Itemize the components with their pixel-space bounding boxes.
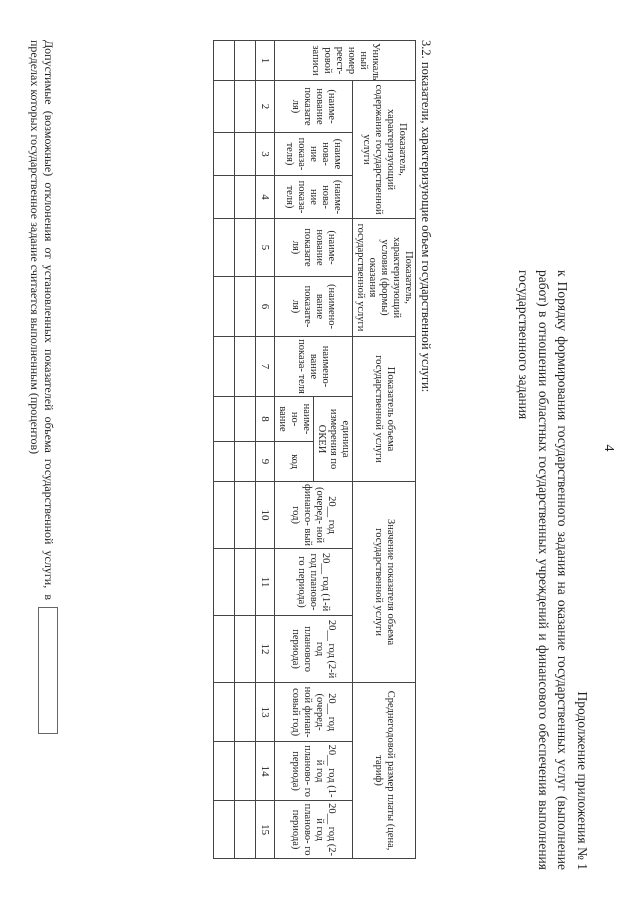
blank-cell — [214, 397, 235, 442]
blank-cell — [235, 549, 256, 616]
blank-row — [235, 41, 256, 859]
heading-body: к Порядку формирования государственного задания на оказание государственных услуг (выполнение работ) в отношении областных государственных учреждений и финансового обеспечения выполнения государственного задания — [516, 270, 571, 870]
volume-indicators-table — [213, 40, 416, 859]
sub-price3: 20__ год (2-й год планово- го периода) — [275, 801, 353, 859]
col-number: 5 — [256, 219, 275, 277]
blank-cell — [214, 277, 235, 337]
col-number: 14 — [256, 742, 275, 801]
blank-cell — [235, 801, 256, 859]
blank-row — [214, 41, 235, 859]
blank-cell — [235, 397, 256, 442]
blank-cell — [235, 337, 256, 397]
sub-name-b: (наиме нова- ние показа- теля) — [275, 133, 353, 176]
col-number: 8 — [256, 397, 275, 442]
blank-cell — [214, 219, 235, 277]
blank-cell — [214, 616, 235, 683]
col-number: 4 — [256, 176, 275, 219]
header-content: Показатель, характеризующий содержание государственной услуги — [353, 81, 416, 219]
col-number: 9 — [256, 442, 275, 482]
header-volume: Показатель объема государственной услуги — [353, 337, 416, 482]
col-number: 13 — [256, 683, 275, 742]
sub-name-d: (наиме- нование показате ля) — [275, 219, 353, 277]
header-unique-number: Уникаль ный номер реест- ровой записи — [275, 41, 416, 81]
blank-cell — [235, 277, 256, 337]
sub-price2: 20__ год (1-й год планово- го периода) — [275, 742, 353, 801]
blank-cell — [214, 133, 235, 176]
blank-cell — [235, 133, 256, 176]
blank-cell — [235, 442, 256, 482]
sub-unit-code: код — [275, 442, 314, 482]
blank-cell — [214, 176, 235, 219]
sub-unit: единица измерения по ОКЕИ — [314, 397, 353, 482]
sub-price1: 20__ год (очеред- ной финан- совый год) — [275, 683, 353, 742]
sub-volume-name: наимено- вание показа- теля — [275, 337, 353, 397]
deviation-value-box — [38, 607, 58, 734]
col-number: 3 — [256, 133, 275, 176]
header-row-1 — [353, 41, 416, 859]
deviation-note: Допустимые (возможные) отклонения от установленных показателей объема государственной услуги, в пределах которых государственное задание считается выполненным (процентов) — [28, 40, 56, 600]
appendix-heading — [514, 270, 592, 870]
blank-cell — [214, 442, 235, 482]
column-number-row — [256, 41, 275, 859]
blank-cell — [235, 482, 256, 549]
col-number: 10 — [256, 482, 275, 549]
blank-cell — [235, 742, 256, 801]
header-conditions: Показатель, характеризующий условия (формы) оказания государственной услуги — [353, 219, 416, 337]
col-number: 15 — [256, 801, 275, 859]
blank-cell — [214, 81, 235, 133]
col-number: 2 — [256, 81, 275, 133]
sub-year1: 20__ год (очеред- ной финансо- вый год) — [275, 482, 353, 549]
blank-cell — [214, 549, 235, 616]
col-number: 11 — [256, 549, 275, 616]
heading-line1: Продолжение приложения № 1 — [575, 691, 590, 870]
blank-cell — [235, 219, 256, 277]
col-number: 6 — [256, 277, 275, 337]
section-title: 3.2. показатели, характеризующие объем государственной услуги: — [419, 40, 433, 393]
blank-cell — [214, 41, 235, 81]
sub-year3: 20__ год (2-й год планового периода) — [275, 616, 353, 683]
col-number: 1 — [256, 41, 275, 81]
header-row-2 — [314, 41, 353, 859]
blank-cell — [235, 683, 256, 742]
rotated-sheet — [16, 20, 616, 890]
blank-cell — [214, 482, 235, 549]
sub-name-a: (наиме- нование показате ля) — [275, 81, 353, 133]
header-price: Среднегодовой размер платы (цена, тариф) — [353, 683, 416, 859]
col-number: 7 — [256, 337, 275, 397]
blank-cell — [235, 616, 256, 683]
page-number: 4 — [601, 444, 616, 452]
blank-cell — [214, 337, 235, 397]
col-number: 12 — [256, 616, 275, 683]
blank-cell — [214, 801, 235, 859]
blank-cell — [214, 742, 235, 801]
blank-cell — [235, 81, 256, 133]
sub-unit-name: наиме- но- вание — [275, 397, 314, 442]
sub-year2: 20__ год (1-й год планово- го периода) — [275, 549, 353, 616]
sub-name-e: (наимено- вание показате- ля) — [275, 277, 353, 337]
blank-cell — [214, 683, 235, 742]
blank-cell — [235, 176, 256, 219]
blank-cell — [235, 41, 256, 81]
sub-name-c: (наиме- нова- ние показа- теля) — [275, 176, 353, 219]
header-value: Значение показателя объема государственной услуги — [353, 482, 416, 683]
